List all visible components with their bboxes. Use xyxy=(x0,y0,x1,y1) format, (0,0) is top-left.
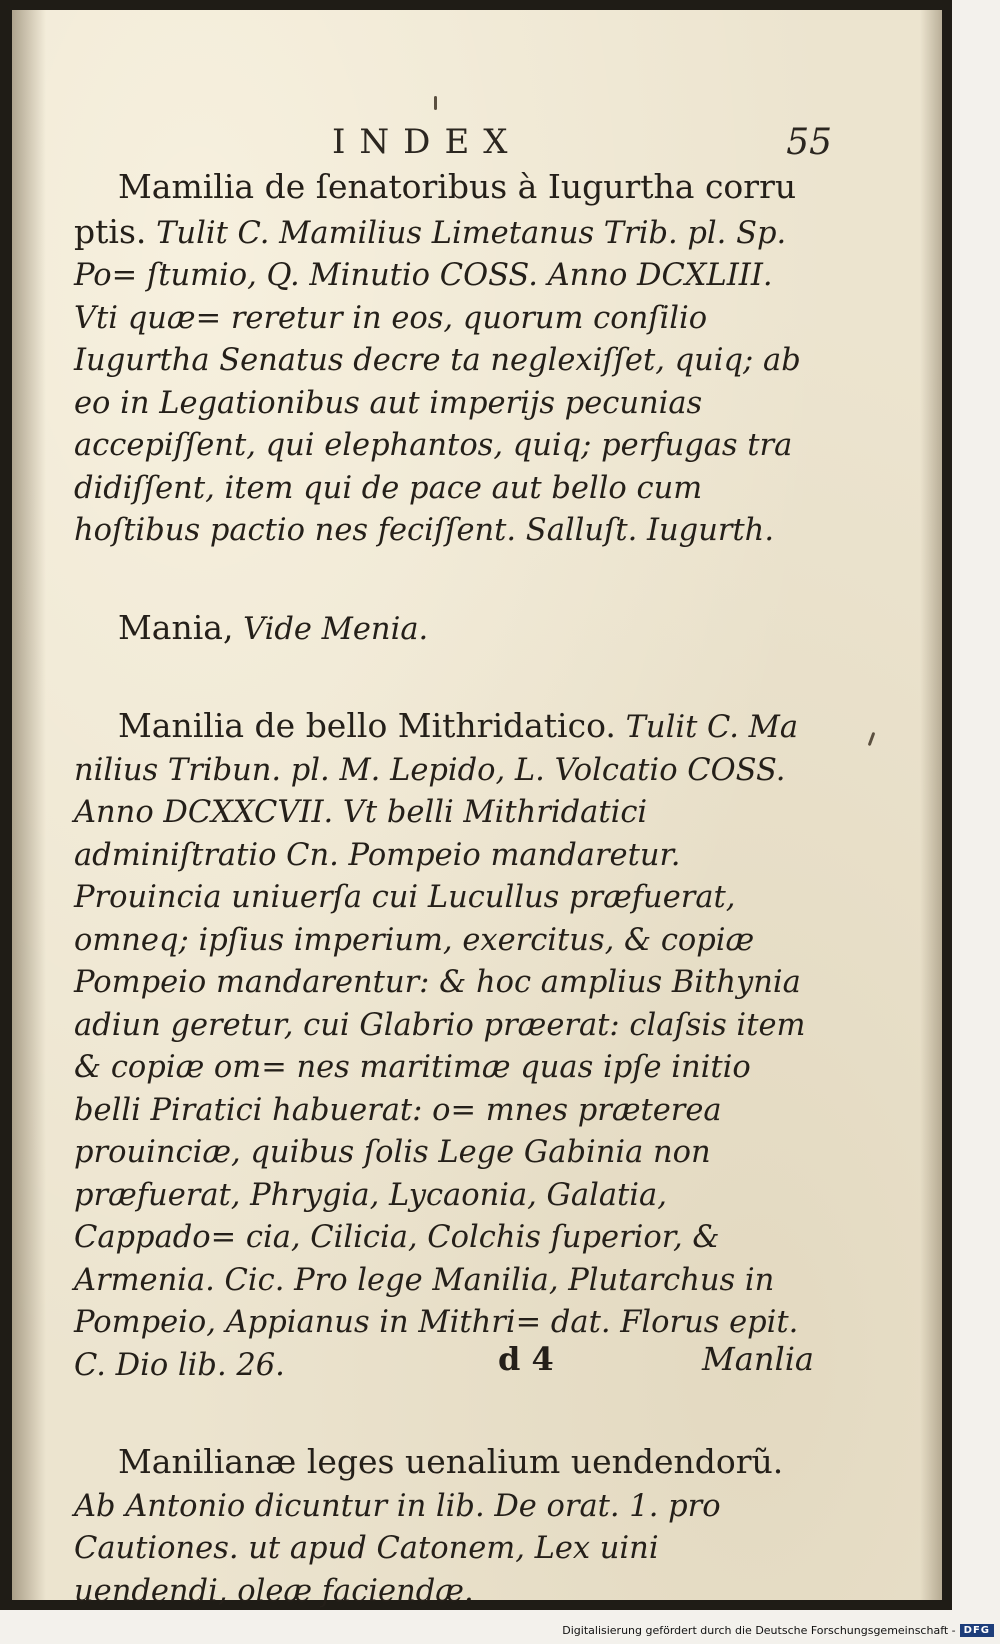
index-entry-manilia xyxy=(74,705,814,1387)
credit-text: Digitalisierung gefördert durch die Deutsche Forschungsgemeinschaft - xyxy=(562,1624,956,1637)
entry-lemma: Mania, xyxy=(118,607,234,647)
signature-mark: d 4 xyxy=(498,1340,554,1378)
running-head: INDEX xyxy=(332,122,522,162)
entry-lemma: Manilia de bello Mithridatico. xyxy=(118,706,616,745)
entry-text: Tulit C. Ma nilius Tribun. pl. M. Lepido, L. Volcatio COSS. Anno DCXXCVII. Vt belli Mithridatici adminiſtratio Cn. Pompeio mandaretur. Prouincia uniuerſa cui Lucullus præfuerat, omneq; ipſius imperium, exercitus, & copiæ Pompeio mandarentur: & hoc amplius Bithynia adiun geretur, cui Glabrio præerat: claſsis item & copiæ om= nes maritimæ quas ipſe initio belli Piratici habuerat: o= mnes præterea prouinciæ, quibus ſolis Lege Gabinia non præfuerat, Phrygia, Lycaonia, Galatia, Cappado= cia, Cilicia, Colchis ſuperior, & Armenia. Cic. Pro lege Manilia, Plutarchus in Pompeio, Appianus in Mithri= dat. Florus epit. C. Dio lib. 26. xyxy=(74,710,806,1383)
page-number: 55 xyxy=(786,122,832,163)
index-text xyxy=(74,166,814,1613)
entry-lemma: Manilianæ leges uenalium uendendorũ. xyxy=(118,1442,784,1481)
digitization-credit xyxy=(562,1624,994,1637)
dfg-logo: DFG xyxy=(960,1624,994,1637)
index-entry-manilianae xyxy=(74,1441,814,1613)
index-entry-mamilia xyxy=(74,166,814,553)
ink-speck xyxy=(868,732,876,746)
page-footer xyxy=(12,1340,942,1388)
book-page xyxy=(12,10,942,1609)
entry-text: Ab Antonio dicuntur in lib. De orat. 1. pro Cautiones. ut apud Catonem, Lex uini uendendi, oleæ faciendæ. xyxy=(74,1488,721,1609)
page-header xyxy=(12,122,942,162)
catchword: Manlia xyxy=(702,1340,814,1378)
ink-speck xyxy=(434,96,437,110)
entry-text: Tulit C. Mamilius Limetanus Trib. pl. Sp. Po= ſtumio, Q. Minutio COSS. Anno DCXLIII. Vti quæ= reretur in eos, quorum conſilio Iugurtha Senatus decre ta neglexiſſet, quiq; ab eo in Legationibus aut imperijs pecunias accepiſſent, qui elephantos, quiq; perfugas tra didiſſent, item qui de pace aut bello cum hoſtibus pactio nes feciſſent. Salluſt. Iugurth. xyxy=(74,215,801,548)
entry-text: Vide Menia. xyxy=(243,611,429,647)
index-entry-mania xyxy=(74,607,814,652)
entry-lemma: Mamilia de ſenatoribus à Iugurtha corru ptis. xyxy=(74,167,797,251)
